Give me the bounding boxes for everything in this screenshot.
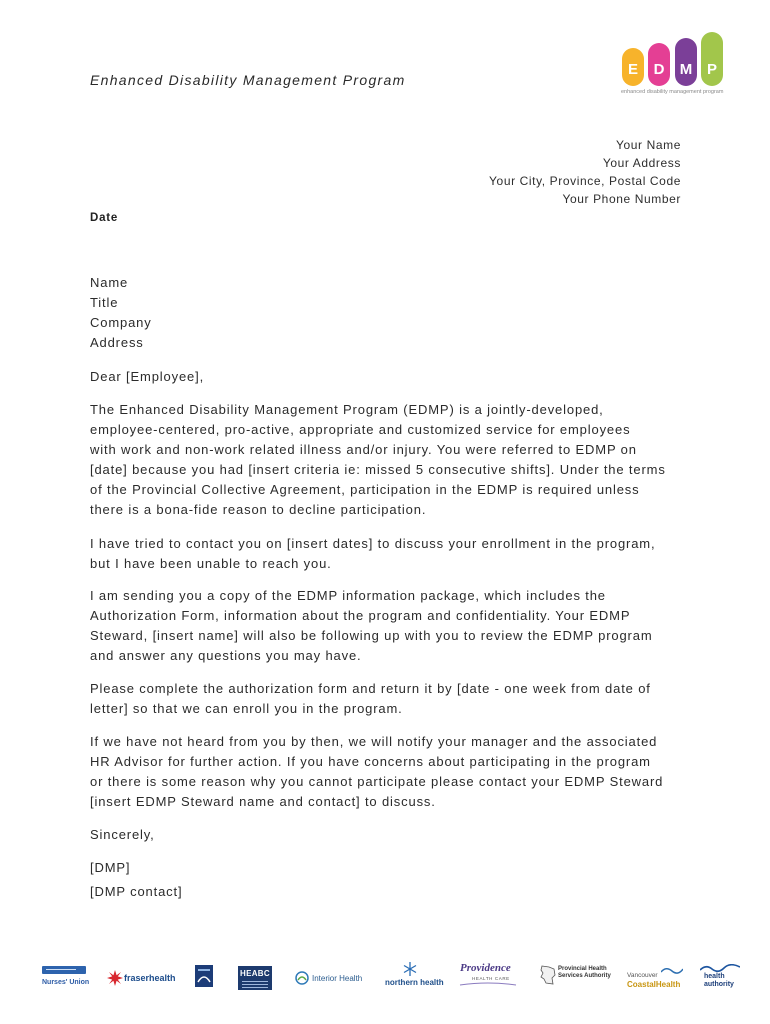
recipient-company: Company — [90, 315, 152, 330]
wave-icon — [661, 966, 683, 974]
northern-health-logo — [385, 962, 444, 992]
bcnu-logo-text: Nurses' Union — [42, 979, 90, 986]
providence-logo — [458, 962, 520, 988]
recipient-block — [90, 273, 152, 353]
logo-tagline: enhanced disability management program — [621, 89, 724, 95]
viha-logo — [700, 964, 744, 992]
providence-logo-subtext: HEALTH CARE — [472, 976, 510, 981]
paragraph-line: Steward, [insert name] will also be following up with you to review the EDMP program — [90, 628, 653, 643]
paragraph-authorization — [90, 679, 651, 719]
logo-bar-d — [648, 43, 670, 86]
logo-bar-e — [622, 48, 644, 86]
signature-name: [DMP] — [90, 860, 131, 875]
logo-letter-m: M — [679, 61, 693, 78]
snowflake-icon — [403, 962, 417, 976]
paragraph-line: Authorization Form, information about the program and confidentiality. Your EDMP — [90, 608, 631, 623]
sender-city-line: Your City, Province, Postal Code — [489, 174, 681, 188]
paragraph-line: I have tried to contact you on [insert dates] to discuss your enrollment in the program, — [90, 536, 656, 551]
fraser-health-logo-text: fraserhealth — [124, 973, 176, 983]
phsa-logo — [540, 965, 611, 989]
paragraph-intro — [90, 400, 666, 520]
recipient-address: Address — [90, 335, 144, 350]
vch-logo-line: CoastalHealth — [627, 980, 681, 989]
fraser-health-logo — [107, 969, 175, 989]
paragraph-line: there is a bona-fide reason to decline participation. — [90, 502, 427, 517]
sender-phone: Your Phone Number — [562, 192, 681, 206]
paragraph-package — [90, 586, 653, 666]
bcnu-band-icon — [42, 966, 86, 974]
edmp-logo — [618, 30, 728, 100]
bc-map-icon — [540, 965, 556, 985]
logo-bar-m — [675, 38, 697, 86]
paragraph-line: letter] so that we can enroll you in the program. — [90, 701, 403, 716]
heabc-logo — [238, 966, 272, 990]
logo-letter-e: E — [627, 61, 638, 78]
sender-name: Your Name — [616, 138, 681, 152]
hsa-logo — [195, 965, 213, 987]
northern-health-logo-text: northern health — [385, 978, 444, 987]
viha-logo-line: health — [704, 973, 725, 980]
wave-icon — [700, 964, 740, 972]
star-icon — [107, 970, 123, 986]
providence-logo-text: Providence — [460, 962, 511, 974]
paragraph-line: Please complete the authorization form and return it by [date - one week from date of — [90, 681, 651, 696]
vch-logo — [627, 966, 685, 992]
date-label: Date — [90, 212, 119, 224]
vch-logo-line: Vancouver — [627, 972, 658, 979]
paragraph-line: [insert EDMP Steward name and contact] to discuss. — [90, 794, 436, 809]
recipient-name: Name — [90, 275, 129, 290]
paragraph-contact-attempt — [90, 534, 655, 574]
swoosh-icon — [458, 981, 518, 987]
sender-address: Your Address — [602, 156, 681, 170]
paragraph-followup — [90, 732, 663, 812]
program-title: Enhanced Disability Management Program — [90, 72, 406, 88]
recipient-title: Title — [90, 295, 119, 310]
interior-health-icon — [295, 971, 309, 985]
signature-contact: [DMP contact] — [90, 884, 183, 899]
phsa-logo-line: Provincial Health — [558, 966, 607, 972]
logo-bar-p — [701, 32, 723, 86]
viha-logo-text — [704, 973, 734, 989]
paragraph-line: with work and non-work related illness and/or injury. You were referred to EDMP on — [90, 442, 637, 457]
paragraph-line: but I have been unable to reach you. — [90, 556, 332, 571]
paragraph-line: The Enhanced Disability Management Program (EDMP) is a jointly-developed, — [90, 402, 604, 417]
interior-health-logo — [295, 969, 367, 987]
salutation: Dear [Employee], — [90, 369, 205, 384]
phsa-logo-text — [558, 966, 611, 980]
bcnu-logo — [42, 966, 88, 992]
paragraph-line: employee-centered, pro-active, appropriate and customized service for employees — [90, 422, 631, 437]
paragraph-line: of the Provincial Collective Agreement, participation in the EDMP is required unless — [90, 482, 640, 497]
paragraph-line: HR Advisor for further action. If you have concerns about participating in the program — [90, 754, 651, 769]
paragraph-line: I am sending you a copy of the EDMP information package, which includes the — [90, 588, 606, 603]
paragraph-line: or there is some reason why you cannot participate please contact your EDMP Steward — [90, 774, 664, 789]
interior-health-logo-text: Interior Health — [312, 974, 363, 983]
paragraph-line: and answer any questions you may have. — [90, 648, 362, 663]
logo-letter-d: D — [653, 61, 665, 78]
logo-letter-p: P — [706, 61, 717, 78]
viha-logo-line: authority — [704, 981, 734, 988]
paragraph-line: [date] because you had [insert criteria ie: missed 5 consecutive shifts]. Under the terms — [90, 462, 666, 477]
heabc-logo-text: HEABC — [240, 969, 270, 978]
paragraph-line: If we have not heard from you by then, we will notify your manager and the associated — [90, 734, 658, 749]
phsa-logo-line: Services Authority — [558, 973, 611, 979]
hsa-emblem-icon — [195, 965, 213, 987]
sender-address-block — [489, 136, 681, 208]
closing: Sincerely, — [90, 827, 155, 842]
